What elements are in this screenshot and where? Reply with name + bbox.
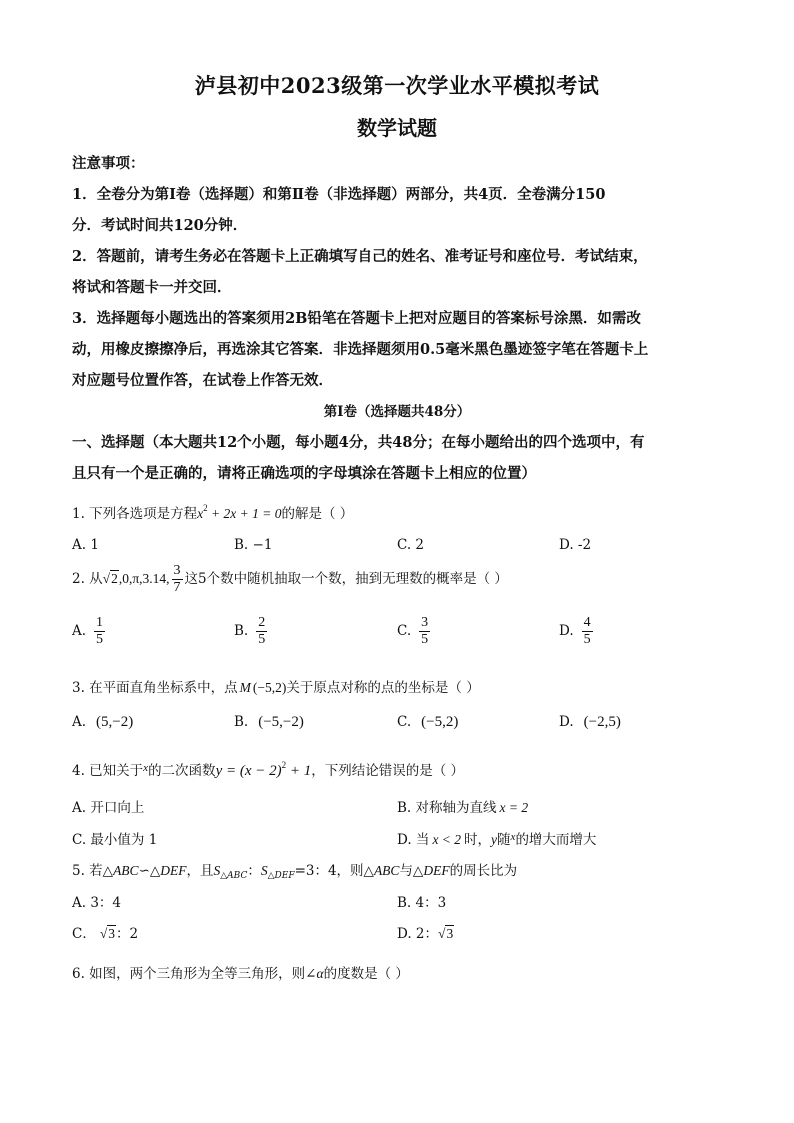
q5-option-a: A. 3：4	[72, 895, 122, 911]
q5-stem-pre: 5. 若△	[72, 863, 114, 879]
q5-option-c-rest: ：2	[116, 926, 139, 942]
exam-title: 泸县初中2023级第一次学业水平模拟考试	[194, 73, 600, 98]
q2-fraction	[172, 563, 183, 596]
q4-option-d-mid: 时，	[464, 832, 492, 848]
q4-option-d-cond: x < 2	[432, 832, 462, 847]
q2-stem-post: 这5个数中随机抽取一个数，抽到无理数的概率是（ ）	[184, 571, 508, 587]
q5-option-c-label: C．	[72, 926, 96, 942]
q3-option-b-label: B.	[234, 714, 249, 730]
q5-def: DEF	[160, 863, 187, 878]
q5-stem-mid: ，且	[186, 863, 214, 879]
q1-option-b: B. −1	[234, 537, 273, 553]
question-6	[72, 962, 409, 982]
q2-sqrt-value: 2	[111, 571, 118, 586]
q2-option-b	[234, 615, 269, 648]
note-3-line-1: 3．选择题每小题选出的答案须用2B铅笔在答题卡上把对应题目的答案标号涂黑．如需改	[72, 310, 641, 327]
q2-option-c-den: 5	[421, 632, 429, 647]
q5-ratio: =3：4，则△	[294, 863, 374, 879]
q2-option-c-fraction	[419, 615, 430, 648]
q3-option-d-value: (−2,5)	[583, 714, 621, 730]
q3-option-c	[397, 714, 458, 731]
q3-option-d	[559, 714, 621, 731]
q5-option-d-sqrt: √3	[438, 926, 454, 941]
q2-option-d-label: D.	[559, 623, 574, 639]
part-title: 第Ⅰ卷（选择题共48分）	[323, 404, 471, 420]
q3-point: M	[239, 680, 251, 695]
q5-abc: ABC	[113, 863, 139, 878]
q6-stem-post: 的度数是（ ）	[323, 966, 409, 982]
section-desc-line-1: 一、选择题（本大题共12个小题，每小题4分，共48分；在每小题给出的四个选项中，有	[72, 434, 645, 451]
note-3-line-3: 对应题号位置作答，在试卷上作答无效．	[72, 372, 333, 389]
q5-option-d	[397, 922, 454, 942]
q3-option-b	[234, 714, 304, 731]
note-1-line-1: 1．全卷分为第Ⅰ卷（选择题）和第Ⅱ卷（非选择题）两部分，共4页．全卷满分150	[72, 186, 606, 203]
q3-coord: (−5,2)	[252, 680, 287, 695]
q1-stem-post: 的解是（ ）	[281, 506, 354, 522]
q4-func: y = (x − 2)	[215, 763, 282, 779]
q2-sqrt: √2	[102, 571, 118, 586]
q3-option-a-value: (5,−2)	[96, 714, 134, 730]
q2-option-c-num: 3	[421, 615, 429, 630]
q5-abc-2: ABC	[373, 863, 400, 878]
q5-option-c	[72, 922, 138, 942]
q2-option-a-num: 1	[96, 615, 104, 630]
q5-option-b: B. 4：3	[397, 895, 447, 911]
q2-option-d-num: 4	[583, 615, 591, 630]
q5-s-abc: △ABC	[220, 871, 248, 881]
q2-option-d-den: 5	[583, 632, 591, 647]
q4-option-d-y: y	[491, 832, 498, 847]
q1-eq-rest: + 2x + 1 = 0	[207, 506, 282, 521]
q2-option-b-den: 5	[258, 632, 266, 647]
q4-option-b-eq: x = 2	[499, 800, 529, 815]
q4-option-c: C. 最小值为 1	[72, 832, 158, 848]
q3-option-b-value: (−5,−2)	[258, 714, 304, 730]
q5-option-c-sqrt: √3	[99, 926, 116, 941]
q5-option-d-pre: D. 2：	[397, 926, 439, 942]
q4-option-a: A. 开口向上	[72, 800, 145, 816]
q1-eq-exp: 2	[203, 503, 208, 513]
q5-s2: S	[260, 863, 268, 878]
q4-option-b	[397, 796, 528, 816]
exam-subtitle: 数学试题	[357, 116, 437, 140]
q1-option-a: A. 1	[72, 537, 99, 553]
q2-fraction-num: 3	[173, 563, 181, 578]
q1-eq-x: x	[197, 506, 204, 521]
q2-number-list: ,0,π,3.14,	[118, 571, 170, 586]
q3-stem-post: 关于原点对称的点的坐标是（ ）	[286, 680, 480, 696]
q5-sim: ∽△	[138, 863, 161, 879]
note-2-line-1: 2．答题前，请考生务必在答题卡上正确填写自己的姓名、准考证号和座位号．考试结束，	[72, 248, 648, 265]
q6-stem-pre: 6. 如图，两个三角形为全等三角形，则∠	[72, 966, 317, 982]
q2-option-b-num: 2	[258, 615, 266, 630]
q1-option-c: C. 2	[397, 537, 425, 553]
q4-option-b-text: B. 对称轴为直线	[397, 800, 497, 816]
q5-def-2: DEF	[423, 863, 450, 878]
q4-option-d	[397, 828, 596, 848]
q5-stem-mid2: 与△	[399, 863, 424, 879]
q4-stem-post: ，下列结论错误的是（ ）	[311, 763, 465, 779]
question-4	[72, 759, 464, 780]
q4-stem-pre: 4. 已知关于	[72, 763, 144, 779]
q3-stem-pre: 3. 在平面直角坐标系中，点	[72, 680, 238, 696]
question-5	[72, 859, 517, 881]
q2-option-a-label: A.	[72, 623, 87, 639]
q2-fraction-den: 7	[173, 580, 181, 595]
q2-stem-pre: 2. 从	[72, 571, 103, 587]
q5-colon: ：	[247, 863, 261, 879]
q5-s-def: △DEF	[267, 871, 295, 881]
q4-func-rest: + 1	[286, 763, 312, 779]
q4-stem-mid: 的二次函数	[148, 763, 216, 779]
q3-option-c-value: (−5,2)	[421, 714, 459, 730]
q5-option-c-root: 3	[108, 926, 116, 941]
q2-option-b-fraction	[256, 615, 267, 648]
q2-option-a	[72, 615, 107, 648]
q5-s1: S	[213, 863, 221, 878]
q4-func-exp: 2	[281, 760, 287, 770]
q2-option-a-den: 5	[96, 632, 104, 647]
note-3-line-2: 动，用橡皮擦擦净后，再选涂其它答案．非选择题须用0.5毫米黑色墨迹签字笔在答题卡上	[72, 341, 649, 358]
q3-option-d-label: D.	[559, 714, 574, 730]
q4-option-d-post: 的增大而增大	[515, 832, 597, 848]
question-1	[72, 502, 353, 522]
section-desc-line-2: 且只有一个是正确的，请将正确选项的字母填涂在答题卡上相应的位置）	[72, 465, 536, 482]
q3-option-a-label: A.	[72, 714, 87, 730]
q4-var: x	[143, 762, 149, 774]
q6-alpha: α	[316, 966, 324, 981]
q1-stem-pre: 1. 下列各选项是方程	[72, 506, 198, 522]
notes-heading: 注意事项：	[72, 155, 145, 172]
note-1-line-2: 分．考试时间共120分钟．	[72, 217, 248, 234]
q4-option-d-x: x	[510, 831, 516, 843]
q2-option-d-fraction	[582, 615, 593, 648]
q3-option-a	[72, 714, 133, 731]
q2-option-c	[397, 615, 432, 648]
q2-option-b-label: B.	[234, 623, 249, 639]
q4-option-d-mid2: 随	[497, 832, 511, 848]
q1-option-d: D. -2	[559, 537, 592, 553]
q2-option-d	[559, 615, 595, 648]
note-2-line-2: 将试和答题卡一并交回．	[72, 279, 232, 296]
q5-stem-post: 的周长比为	[449, 863, 518, 879]
q2-option-a-fraction	[94, 615, 105, 648]
question-3	[72, 676, 480, 696]
q5-option-d-root: 3	[446, 926, 454, 941]
q2-option-c-label: C.	[397, 623, 412, 639]
q4-option-d-pre: D. 当	[397, 832, 430, 848]
question-2	[72, 563, 508, 596]
q3-option-c-label: C.	[397, 714, 412, 730]
